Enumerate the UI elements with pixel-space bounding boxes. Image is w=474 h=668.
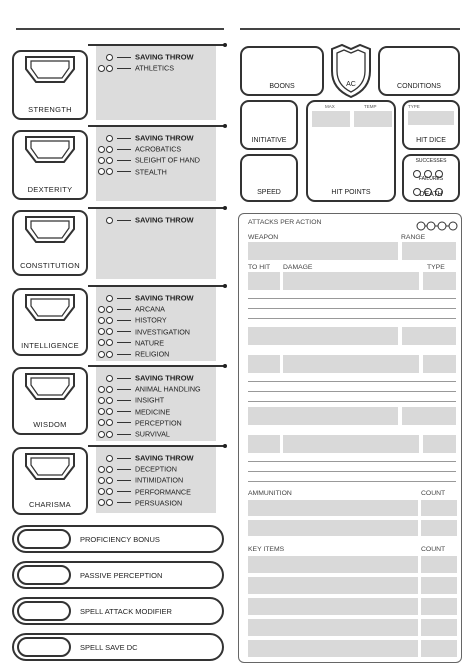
key-item-count-field[interactable] (421, 640, 457, 657)
failures-label: FAILURES (418, 176, 444, 182)
notes-line (248, 481, 456, 482)
expertise-circle[interactable] (106, 419, 113, 426)
ability-name: CHARISMA (29, 500, 71, 509)
key-item-name-field[interactable] (248, 577, 418, 594)
skill-row[interactable] (98, 395, 164, 406)
dexterity-saving-throw-row[interactable] (98, 133, 194, 144)
notes-line (248, 308, 456, 309)
modifier-blank[interactable] (117, 458, 131, 459)
proficiency-circle[interactable] (98, 488, 105, 495)
skill-row[interactable] (98, 327, 190, 338)
constitution-connector-line (88, 207, 224, 209)
wisdom-connector-line (88, 365, 224, 367)
modifier-blank[interactable] (117, 389, 131, 390)
hp-temp-label: TEMP (364, 104, 377, 109)
proficiency-circle[interactable] (98, 339, 105, 346)
ability-name: INTELLIGENCE (21, 341, 79, 350)
expertise-circle[interactable] (106, 488, 113, 495)
expertise-circle[interactable] (106, 397, 113, 404)
weapon-range-field[interactable] (402, 327, 456, 345)
modifier-blank[interactable] (117, 138, 131, 139)
notes-line (248, 318, 456, 319)
weapon-name-field[interactable] (248, 242, 398, 260)
expertise-circle[interactable] (106, 466, 113, 473)
skill-row[interactable] (98, 464, 177, 475)
ammunition-count-field[interactable] (421, 500, 457, 516)
expertise-circle[interactable] (106, 499, 113, 506)
ability-score-frame-icon (22, 215, 78, 245)
skill-row[interactable] (98, 475, 183, 486)
ammunition-name-field[interactable] (248, 500, 418, 516)
conditions-label: CONDITIONS (397, 83, 441, 90)
skill-label: SAVING THROW (135, 133, 194, 143)
ac-label: AC (346, 81, 356, 88)
initiative-box[interactable] (240, 100, 298, 150)
intelligence-connector-line (88, 285, 224, 287)
expertise-circle[interactable] (106, 328, 113, 335)
weapon-name-field[interactable] (248, 407, 398, 425)
wisdom-saving-throw-row[interactable] (98, 373, 194, 384)
skill-label: STEALTH (135, 167, 167, 177)
notes-line (248, 381, 456, 382)
key-item-name-field[interactable] (248, 640, 418, 657)
ability-score-frame-icon (22, 293, 78, 323)
hit-dice-box[interactable] (402, 100, 460, 150)
constitution-connector-dot (223, 206, 227, 210)
proficiency-circle[interactable] (98, 397, 105, 404)
speed-label: SPEED (257, 189, 281, 196)
skill-row[interactable] (98, 338, 164, 349)
attacks-panel (238, 213, 462, 663)
expertise-circle[interactable] (106, 146, 113, 153)
proficiency-circle[interactable] (98, 351, 105, 358)
action-circles-icon (415, 220, 459, 232)
skill-label: SLEIGHT OF HAND (135, 155, 200, 165)
proficiency-circle[interactable] (98, 306, 105, 313)
skill-label: ACROBATICS (135, 144, 182, 154)
proficiency-circle[interactable] (106, 54, 113, 61)
notes-line (248, 391, 456, 392)
passive-perception-pill[interactable] (12, 561, 224, 589)
weapon-header: WEAPON (248, 234, 279, 241)
skill-label: SAVING THROW (135, 293, 194, 303)
skill-label: PERCEPTION (135, 418, 182, 428)
skill-label: INSIGHT (135, 395, 165, 405)
key-item-name-field[interactable] (248, 598, 418, 615)
expertise-circle[interactable] (106, 65, 113, 72)
modifier-blank[interactable] (117, 469, 131, 470)
notes-line (248, 461, 456, 462)
expertise-circle[interactable] (106, 339, 113, 346)
expertise-circle[interactable] (106, 317, 113, 324)
hit-dice-label: HIT DICE (416, 137, 446, 144)
proficiency-circle[interactable] (106, 455, 113, 462)
hit-points-box[interactable] (306, 100, 396, 202)
skill-label: NATURE (135, 338, 165, 348)
charisma-ability-box[interactable] (12, 447, 88, 515)
skill-label: INVESTIGATION (135, 327, 190, 337)
proficiency-circle[interactable] (98, 317, 105, 324)
ability-score-frame-icon (22, 135, 78, 165)
modifier-blank[interactable] (117, 320, 131, 321)
key-item-count-field[interactable] (421, 577, 457, 594)
value-frame[interactable] (17, 529, 71, 549)
speed-box[interactable] (240, 154, 298, 202)
proficiency-circle[interactable] (106, 217, 113, 224)
ability-name: DEXTERITY (27, 185, 73, 194)
modifier-blank[interactable] (117, 342, 131, 343)
dexterity-ability-box[interactable] (12, 130, 88, 200)
ammunition-count-field[interactable] (421, 520, 457, 536)
skill-row[interactable] (98, 315, 167, 326)
to-hit-field[interactable] (248, 355, 280, 373)
skill-label: PERSUASION (135, 498, 183, 508)
proficiency-circle[interactable] (98, 328, 105, 335)
pill-label: SPELL ATTACK MODIFIER (80, 607, 172, 616)
proficiency-circle[interactable] (98, 168, 105, 175)
key-item-name-field[interactable] (248, 619, 418, 636)
proficiency-circle[interactable] (98, 65, 105, 72)
intelligence-connector-dot (223, 284, 227, 288)
skill-label: INTIMIDATION (135, 475, 184, 485)
ability-name: WISDOM (33, 420, 67, 429)
successes-label: SUCCESSES (415, 158, 447, 164)
proficiency-circle[interactable] (98, 499, 105, 506)
shield-icon (328, 43, 374, 99)
key-items-label: KEY ITEMS (248, 546, 285, 553)
skill-row[interactable] (98, 384, 201, 395)
attacks-per-action-label: ATTACKS PER ACTION (248, 219, 322, 226)
hp-max-label: MAX (325, 104, 335, 109)
pill-label: PASSIVE PERCEPTION (80, 571, 163, 580)
damage-type-field[interactable] (423, 355, 456, 373)
modifier-blank[interactable] (117, 220, 131, 221)
skill-row[interactable] (98, 349, 169, 360)
dexterity-connector-dot (223, 124, 227, 128)
modifier-blank[interactable] (117, 354, 131, 355)
key-items-count-label: COUNT (421, 546, 446, 553)
skill-row[interactable] (98, 418, 182, 429)
value-frame[interactable] (17, 637, 71, 657)
weapon-range-field[interactable] (402, 407, 456, 425)
proficiency-bonus-pill[interactable] (12, 525, 224, 553)
skill-label: RELIGION (135, 349, 170, 359)
ability-score-frame-icon (22, 452, 78, 482)
modifier-blank[interactable] (117, 331, 131, 332)
strength-connector-line (88, 44, 224, 46)
proficiency-circle[interactable] (106, 135, 113, 142)
skill-row[interactable] (98, 407, 170, 418)
skill-label: ANIMAL HANDLING (135, 384, 201, 394)
skill-label: SAVING THROW (135, 215, 194, 225)
ammunition-label: AMMUNITION (248, 490, 292, 497)
proficiency-circle[interactable] (98, 431, 105, 438)
expertise-circle[interactable] (106, 431, 113, 438)
skill-label: PERFORMANCE (135, 487, 191, 497)
skill-label: SAVING THROW (135, 453, 194, 463)
spell-save-dc-pill[interactable] (12, 633, 224, 661)
expertise-circle[interactable] (106, 168, 113, 175)
proficiency-circle[interactable] (98, 386, 105, 393)
weapon-name-field[interactable] (248, 327, 398, 345)
hit-points-label: HIT POINTS (331, 189, 371, 196)
modifier-blank[interactable] (117, 160, 131, 161)
skill-row[interactable] (98, 487, 191, 498)
modifier-blank[interactable] (117, 298, 131, 299)
charisma-saving-throw-row[interactable] (98, 453, 194, 464)
ability-name: STRENGTH (28, 105, 72, 114)
damage-type-field[interactable] (423, 435, 456, 453)
range-header: RANGE (401, 234, 426, 241)
ability-score-frame-icon (22, 372, 78, 402)
constitution-saving-throw-row[interactable] (98, 215, 194, 226)
skill-row[interactable] (98, 304, 165, 315)
wisdom-connector-dot (223, 364, 227, 368)
expertise-circle[interactable] (106, 306, 113, 313)
strength-ability-box[interactable] (12, 50, 88, 120)
skill-label: ATHLETICS (135, 63, 175, 73)
expertise-circle[interactable] (106, 157, 113, 164)
modifier-blank[interactable] (117, 68, 131, 69)
modifier-blank[interactable] (117, 171, 131, 172)
death-label: DEATH (419, 191, 443, 198)
skill-label: DECEPTION (135, 464, 177, 474)
modifier-blank[interactable] (117, 491, 131, 492)
ability-name: CONSTITUTION (20, 261, 80, 270)
strength-connector-dot (223, 43, 227, 47)
skill-row[interactable] (98, 63, 174, 74)
modifier-blank[interactable] (117, 149, 131, 150)
notes-line (248, 298, 456, 299)
boons-label: BOONS (269, 83, 295, 90)
hit-dice-type-label: TYPE (408, 104, 420, 109)
skill-label: SURVIVAL (135, 429, 170, 439)
modifier-blank[interactable] (117, 411, 131, 412)
expertise-circle[interactable] (106, 477, 113, 484)
modifier-blank[interactable] (117, 502, 131, 503)
modifier-blank[interactable] (117, 422, 131, 423)
modifier-blank[interactable] (117, 434, 131, 435)
damage-field[interactable] (283, 435, 419, 453)
constitution-ability-box[interactable] (12, 210, 88, 276)
armor-class-shield[interactable] (328, 43, 374, 99)
damage-field[interactable] (283, 272, 419, 290)
hp-temp-field[interactable] (354, 111, 392, 127)
modifier-blank[interactable] (117, 378, 131, 379)
conditions-box[interactable] (378, 46, 460, 96)
skill-row[interactable] (98, 167, 167, 178)
modifier-blank[interactable] (117, 57, 131, 58)
dexterity-connector-line (88, 125, 224, 127)
skill-label: SAVING THROW (135, 52, 194, 62)
hp-max-field[interactable] (312, 111, 350, 127)
intelligence-saving-throw-row[interactable] (98, 293, 194, 304)
skill-label: SAVING THROW (135, 373, 194, 383)
expertise-circle[interactable] (106, 408, 113, 415)
expertise-circle[interactable] (106, 351, 113, 358)
charisma-connector-dot (223, 444, 227, 448)
weapon-range-field[interactable] (402, 242, 456, 260)
value-frame[interactable] (17, 565, 71, 585)
to-hit-header: TO HIT (248, 264, 271, 271)
proficiency-circle[interactable] (98, 477, 105, 484)
ability-score-frame-icon (22, 55, 78, 85)
modifier-blank[interactable] (117, 309, 131, 310)
skill-row[interactable] (98, 155, 200, 166)
modifier-blank[interactable] (117, 400, 131, 401)
proficiency-circle[interactable] (98, 157, 105, 164)
proficiency-circle[interactable] (98, 419, 105, 426)
skill-label: ARCANA (135, 304, 165, 314)
key-item-count-field[interactable] (421, 556, 457, 573)
ammunition-name-field[interactable] (248, 520, 418, 536)
initiative-label: INITIATIVE (251, 137, 287, 144)
to-hit-field[interactable] (248, 435, 280, 453)
damage-type-field[interactable] (423, 272, 456, 290)
expertise-circle[interactable] (106, 386, 113, 393)
to-hit-field[interactable] (248, 272, 280, 290)
strength-saving-throw-row[interactable] (98, 52, 194, 63)
death-saves-box[interactable] (402, 154, 460, 202)
skill-label: MEDICINE (135, 407, 171, 417)
hit-dice-type-field[interactable] (408, 111, 454, 125)
damage-field[interactable] (283, 355, 419, 373)
top-rule-right (240, 28, 460, 30)
skill-row[interactable] (98, 144, 181, 155)
proficiency-circle[interactable] (98, 146, 105, 153)
proficiency-circle[interactable] (98, 466, 105, 473)
damage-header: DAMAGE (283, 264, 313, 271)
damage-type-header: TYPE (427, 264, 445, 271)
proficiency-circle[interactable] (98, 408, 105, 415)
boons-box[interactable] (240, 46, 324, 96)
skill-row[interactable] (98, 429, 170, 440)
proficiency-circle[interactable] (106, 295, 113, 302)
modifier-blank[interactable] (117, 480, 131, 481)
notes-line (248, 401, 456, 402)
value-frame[interactable] (17, 601, 71, 621)
charisma-connector-line (88, 445, 224, 447)
top-rule-left (16, 28, 224, 30)
wisdom-ability-box[interactable] (12, 367, 88, 435)
notes-line (248, 471, 456, 472)
skill-label: HISTORY (135, 315, 167, 325)
key-item-count-field[interactable] (421, 619, 457, 636)
skill-row[interactable] (98, 498, 182, 509)
spell-attack-modifier-pill[interactable] (12, 597, 224, 625)
intelligence-ability-box[interactable] (12, 288, 88, 356)
key-item-name-field[interactable] (248, 556, 418, 573)
pill-label: SPELL SAVE DC (80, 643, 138, 652)
proficiency-circle[interactable] (106, 375, 113, 382)
key-item-count-field[interactable] (421, 598, 457, 615)
pill-label: PROFICIENCY BONUS (80, 535, 160, 544)
ammunition-count-label: COUNT (421, 490, 446, 497)
